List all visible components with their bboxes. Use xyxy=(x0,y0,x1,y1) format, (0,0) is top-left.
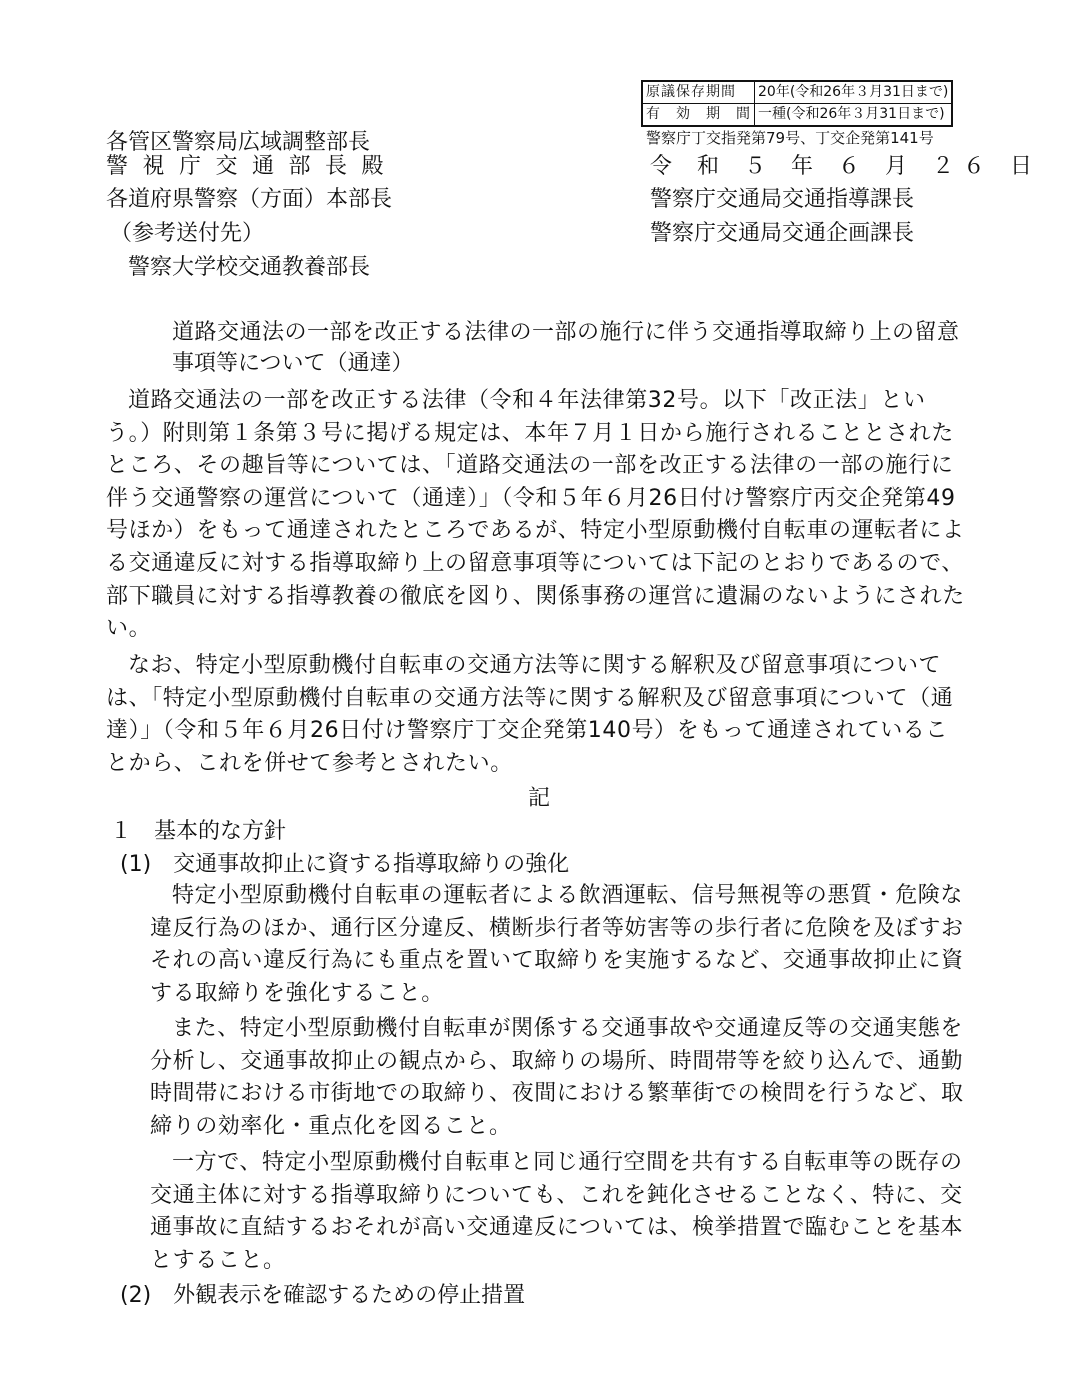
retention-value: 20年(令和26年３月31日まで) xyxy=(755,81,953,104)
recipient-line-3: 各道府県警察（方面）本部長 xyxy=(106,187,393,212)
subsection-2-heading: (2) 外観表示を確認するための停止措置 xyxy=(120,1283,526,1308)
intro-paragraph-1 xyxy=(106,385,965,646)
title-line-1: 道路交通法の一部を改正する法律の一部の施行に伴う交通指導取締り上の留意 xyxy=(172,320,960,345)
text-line: 部下職員に対する指導教養の徹底を図り、関係事務の運営に遺漏のないようにされた xyxy=(106,583,965,609)
retention-table xyxy=(641,80,953,127)
text-line: 交通主体に対する指導取締りについても、これを鈍化させることなく、特に、交 xyxy=(150,1182,963,1208)
text-line: とから、これを併せて参考とされたい。 xyxy=(106,750,513,776)
retention-label: 有 効 期 間 xyxy=(642,104,755,127)
text-line: 時間帯における市街地での取締り、夜間における繁華街での検問を行うなど、取 xyxy=(150,1081,964,1107)
text-line: 道路交通法の一部を改正する法律（令和４年法律第32号。以下「改正法」とい xyxy=(128,388,926,413)
sender-2: 警察庁交通局交通企画課長 xyxy=(650,221,915,246)
retention-label: 原議保存期間 xyxy=(642,81,755,104)
text-line: それの高い違反行為にも重点を置いて取締りを実施するなど、交通事故抑止に資 xyxy=(150,948,964,974)
cc-label: （参考送付先） xyxy=(110,221,265,246)
text-line: 特定小型原動機付自転車の運転者による飲酒運転、信号無視等の悪質・危険な xyxy=(172,883,964,908)
text-line: は、「特定小型原動機付自転車の交通方法等に関する解釈及び留意事項について（通 xyxy=(106,685,954,711)
text-line: とすること。 xyxy=(150,1247,286,1273)
recipient-line-1: 各管区警察局広域調整部長 xyxy=(106,130,371,155)
cc-recipient: 警察大学校交通教養部長 xyxy=(128,255,371,280)
text-line: い。 xyxy=(106,616,152,642)
text-line: 一方で、特定小型原動機付自転車と同じ通行空間を共有する自転車等の既存の xyxy=(172,1150,963,1175)
text-line: 号ほか）をもって通達されたところであるが、特定小型原動機付自転車の運転者によ xyxy=(106,518,965,544)
ki-heading: 記 xyxy=(528,786,551,811)
section-1-heading: １ 基本的な方針 xyxy=(110,819,287,844)
text-line: する取締りを強化すること。 xyxy=(150,980,444,1006)
doc-number: 警察庁丁交指発第79号、丁交企発第141号 xyxy=(646,129,934,147)
retention-row xyxy=(642,81,952,104)
intro-paragraph-2 xyxy=(106,650,953,780)
text-line: なお、特定小型原動機付自転車の交通方法等に関する解釈及び留意事項について xyxy=(128,653,942,678)
text-line: 分析し、交通事故抑止の観点から、取締りの場所、時間帯等を絞り込んで、通勤 xyxy=(150,1048,964,1074)
subsection-1-paragraph-3 xyxy=(150,1147,963,1277)
recipient-line-2: 警視庁交通部長殿 xyxy=(106,154,399,179)
retention-row xyxy=(642,104,952,127)
subsection-1-heading: (1) 交通事故抑止に資する指導取締りの強化 xyxy=(120,852,570,877)
issue-date: 令 和 ５ 年 ６ 月 ２６ 日 xyxy=(650,154,1041,179)
title-line-2: 事項等について（通達） xyxy=(172,351,414,376)
text-line: 通事故に直結するおそれが高い交通違反については、検挙措置で臨むことを基本 xyxy=(150,1215,964,1241)
text-line: 締りの効率化・重点化を図ること。 xyxy=(150,1113,512,1139)
text-line: 違反行為のほか、通行区分違反、横断歩行者等妨害等の歩行者に危険を及ぼすお xyxy=(150,915,964,941)
retention-value: 一種(令和26年３月31日まで) xyxy=(755,104,953,127)
text-line: ところ、その趣旨等については、「道路交通法の一部を改正する法律の一部の施行に xyxy=(106,453,954,479)
sender-1: 警察庁交通局交通指導課長 xyxy=(650,187,915,212)
text-line: また、特定小型原動機付自転車が関係する交通事故や交通違反等の交通実態を xyxy=(172,1016,964,1041)
text-line: う。）附則第１条第３号に掲げる規定は、本年７月１日から施行されることとされた xyxy=(106,420,954,446)
subsection-1-paragraph-2 xyxy=(150,1013,964,1143)
text-line: る交通違反に対する指導取締り上の留意事項等については下記のとおりであるので、 xyxy=(106,550,964,576)
text-line: 伴う交通警察の運営について（通達）」（令和５年６月26日付け警察庁丙交企発第49 xyxy=(106,485,956,511)
text-line: 達）」（令和５年６月26日付け警察庁丁交企発第140号）をもって通達されているこ xyxy=(106,718,948,744)
subsection-1-paragraph-1 xyxy=(150,880,964,1010)
